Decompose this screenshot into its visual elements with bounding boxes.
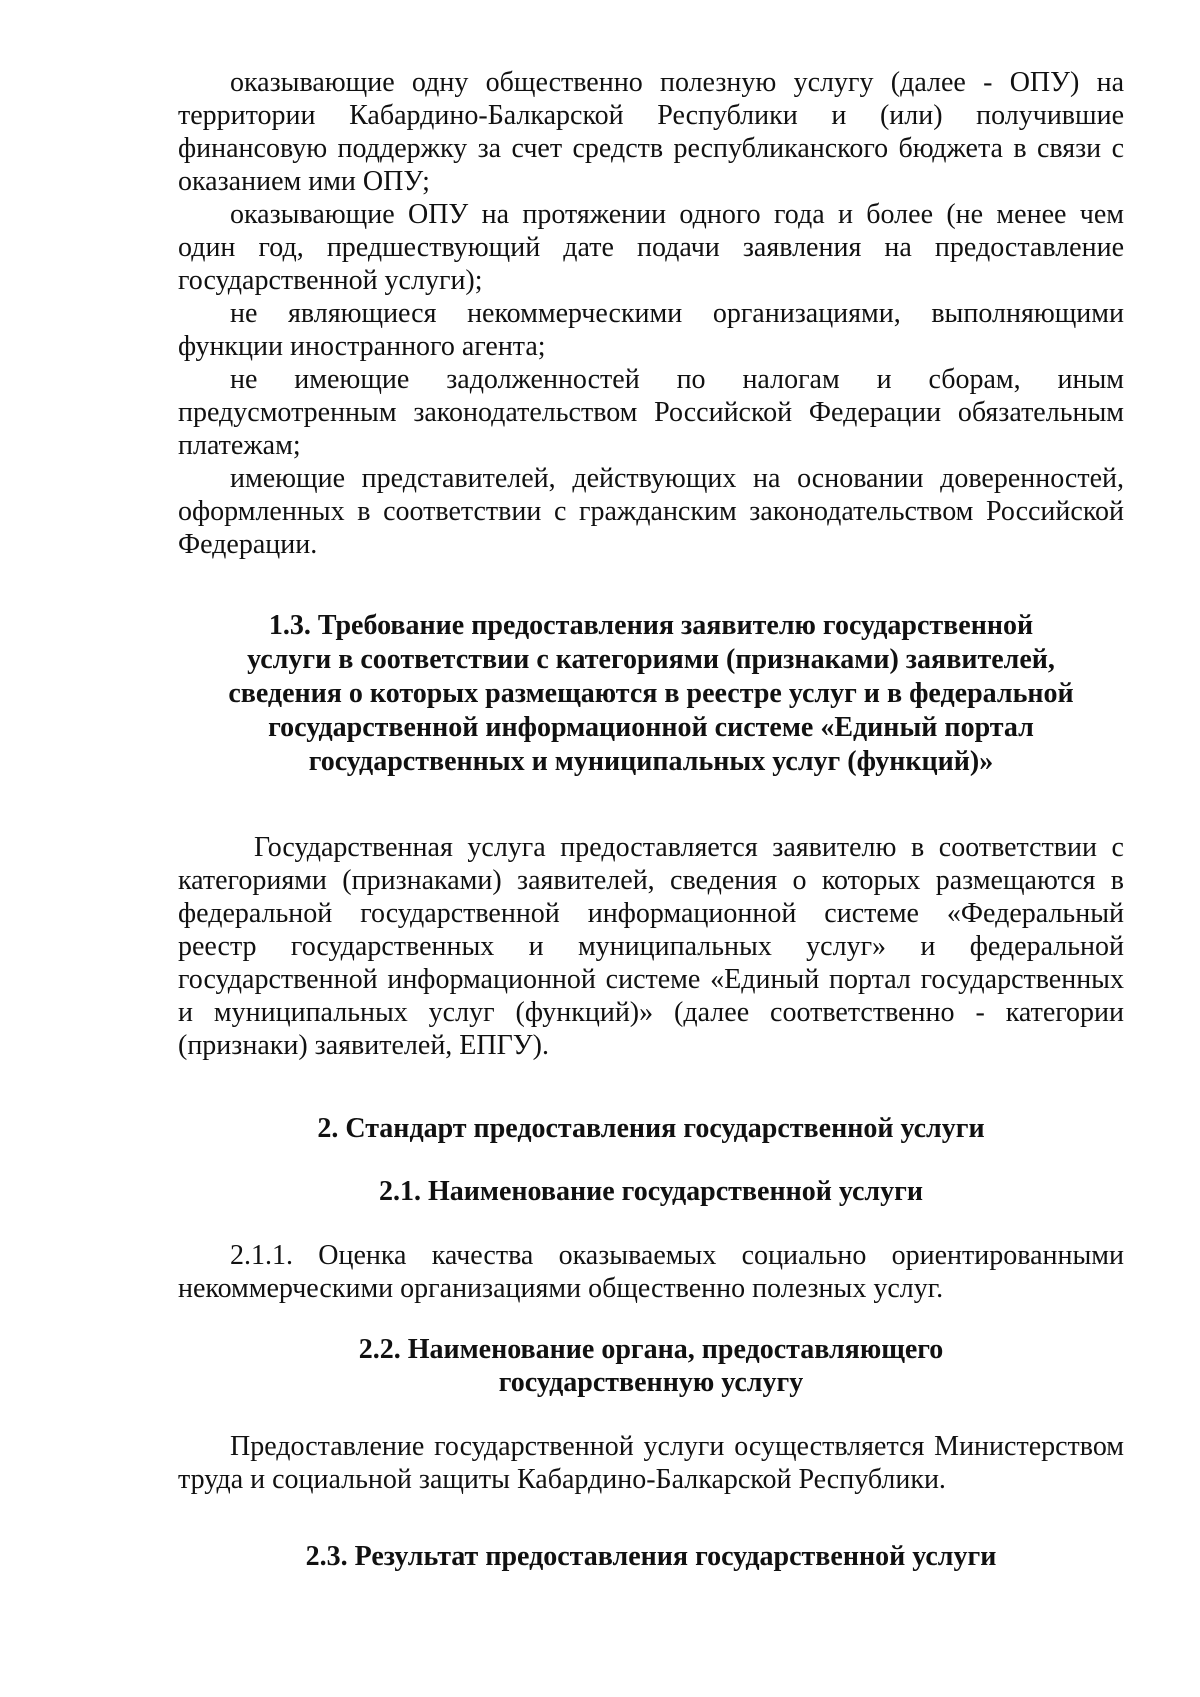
heading-line: 1.3. Требование предоставления заявителю государственной <box>268 610 1034 641</box>
paragraph-representatives: имеющие представителей, действующих на основании доверенностей, оформленных в соответствии с гражданским законодательством Российской Федерации. <box>178 463 1124 560</box>
section-2-2-body: Предоставление государственной услуги осуществляется Министерством труда и социальной защиты Кабардино-Балкарской Республики. <box>178 1431 1124 1495</box>
heading-line: государственных и муниципальных услуг (функций)» <box>308 746 994 777</box>
section-2-2-heading <box>178 1333 1124 1399</box>
section-2-1-body: 2.1.1. Оценка качества оказываемых социально ориентированными некоммерческими организациями общественно полезных услуг. <box>178 1240 1124 1304</box>
heading-line: сведения о которых размещаются в реестре услуг и в федеральной <box>228 678 1074 709</box>
paragraph-not-foreign-agent: не являющиеся некоммерческими организациями, выполняющими функции иностранного агента; <box>178 298 1124 362</box>
section-1-3-heading <box>178 609 1124 779</box>
heading-line: 2.2. Наименование органа, предоставляющего <box>358 1334 944 1365</box>
heading-line: государственной информационной системе «Единый портал <box>268 712 1034 743</box>
section-2-heading: 2. Стандарт предоставления государственной услуги <box>317 1113 985 1144</box>
spacer <box>178 1208 1124 1239</box>
paragraph-no-debts: не имеющие задолженностей по налогам и сборам, иным предусмотренным законодательством Российской Федерации обязательным платежам; <box>178 364 1124 461</box>
document-body <box>178 66 1124 1573</box>
section-2-1-heading: 2.1. Наименование государственной услуги <box>379 1176 923 1207</box>
section-1-3-body: Государственная услуга предоставляется заявителю в соответствии с категориями (признаками) заявителей, сведения о которых размещаются в федеральной государственной информационной системе «Федеральный реестр государственных и муниципальных услуг» и федеральной государственной информационной системе «Единый портал государственных и муниципальных услуг (функций)» (далее соответственно - категории (признаки) заявителей, ЕПГУ). <box>178 832 1124 1061</box>
spacer <box>178 779 1124 831</box>
heading-line: государственную услугу <box>498 1367 804 1398</box>
spacer <box>178 1399 1124 1430</box>
section-2-3-heading: 2.3. Результат предоставления государственной услуги <box>305 1541 997 1572</box>
paragraph-opu-territory: оказывающие одну общественно полезную услугу (далее - ОПУ) на территории Кабардино-Балкарской Республики и (или) получившие финансовую поддержку за счет средств республиканского бюджета в связи с оказанием ими ОПУ; <box>178 67 1124 197</box>
paragraph-opu-duration: оказывающие ОПУ на протяжении одного года и более (не менее чем один год, предшествующий дате подачи заявления на предоставление государственной услуги); <box>178 199 1124 296</box>
heading-line: услуги в соответствии с категориями (признаками) заявителей, <box>247 644 1055 675</box>
